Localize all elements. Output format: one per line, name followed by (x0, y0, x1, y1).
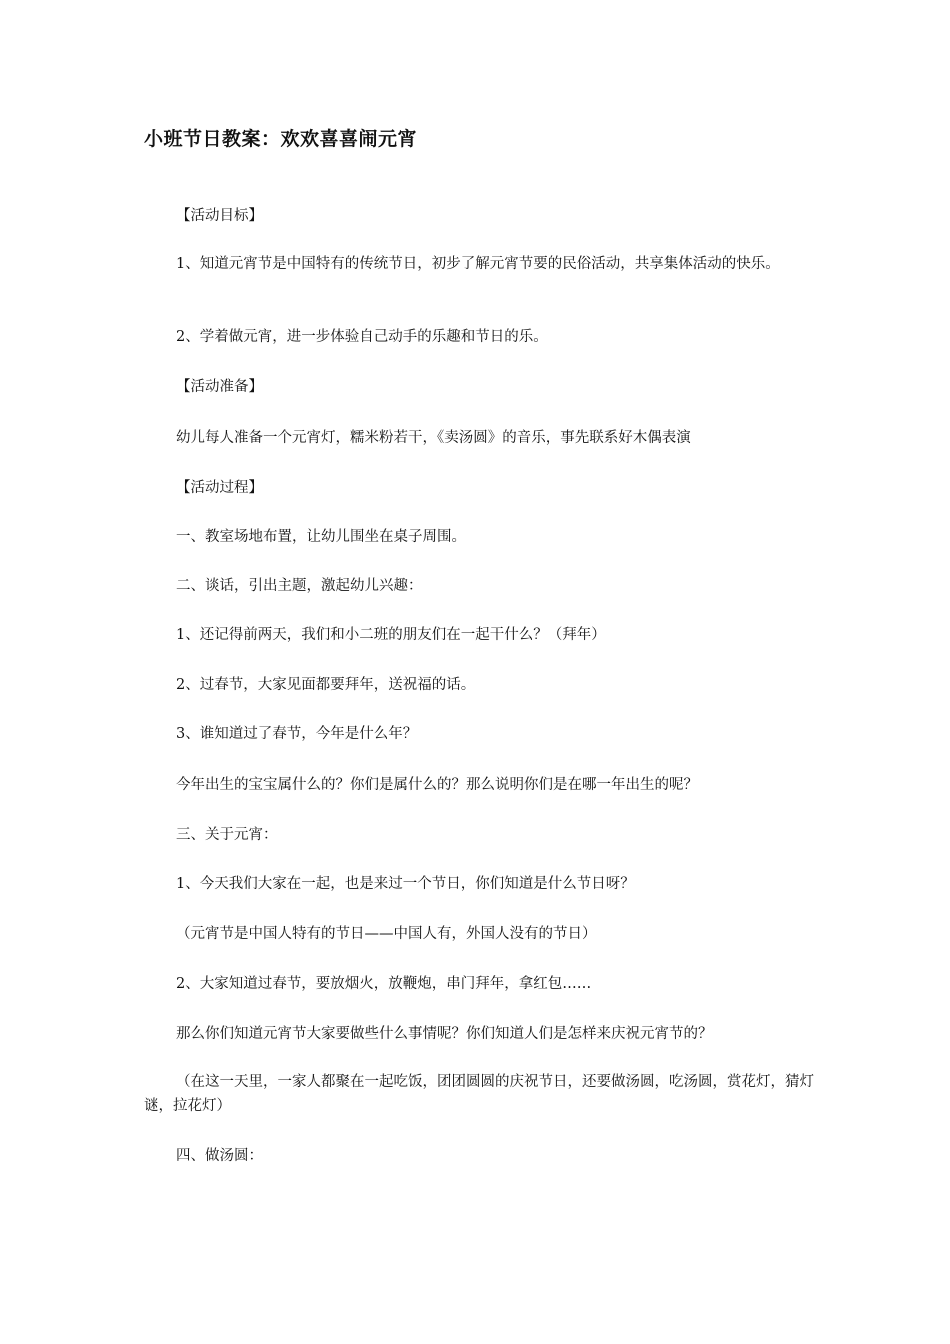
paragraph: 三、关于元宵： (176, 827, 278, 843)
paragraph: 四、做汤圆： (176, 1148, 263, 1164)
section-heading-goals: 【活动目标】 (176, 208, 263, 224)
section-heading-preparation: 【活动准备】 (176, 379, 263, 395)
paragraph: 那么你们知道元宵节大家要做些什么事情呢？你们知道人们是怎样来庆祝元宵节的？ (176, 1026, 713, 1042)
paragraph: 1、知道元宵节是中国特有的传统节日，初步了解元宵节要的民俗活动，共享集体活动的快乐。 (176, 256, 780, 272)
document-title: 小班节日教案：欢欢喜喜闹元宵 (144, 128, 418, 150)
paragraph: （元宵节是中国人特有的节日——中国人有，外国人没有的节日） (176, 926, 597, 942)
paragraph: 2、过春节，大家见面都要拜年，送祝福的话。 (176, 677, 476, 693)
paragraph: 2、大家知道过春节，要放烟火，放鞭炮，串门拜年，拿红包…… (176, 976, 592, 992)
section-heading-process: 【活动过程】 (176, 480, 263, 496)
paragraph: 2、学着做元宵，进一步体验自己动手的乐趣和节日的乐。 (176, 329, 548, 345)
paragraph: 幼儿每人准备一个元宵灯，糯米粉若干，《卖汤圆》的音乐，事先联系好木偶表演 (176, 430, 691, 446)
paragraph: （在这一天里，一家人都聚在一起吃饭，团团圆圆的庆祝节日，还要做汤圆，吃汤圆，赏花灯，猜灯谜，拉花灯） (144, 1074, 814, 1114)
paragraph: 一、教室场地布置，让幼儿围坐在桌子周围。 (176, 529, 466, 545)
paragraph: 今年出生的宝宝属什么的？你们是属什么的？那么说明你们是在哪一年出生的呢？ (176, 777, 698, 793)
paragraph: 3、谁知道过了春节，今年是什么年？ (176, 726, 418, 742)
paragraph: 1、今天我们大家在一起，也是来过一个节日，你们知道是什么节日呀？ (176, 876, 635, 892)
paragraph: 1、还记得前两天，我们和小二班的朋友们在一起干什么？（拜年） (176, 627, 606, 643)
paragraph: 二、谈话，引出主题，激起幼儿兴趣： (176, 578, 423, 594)
